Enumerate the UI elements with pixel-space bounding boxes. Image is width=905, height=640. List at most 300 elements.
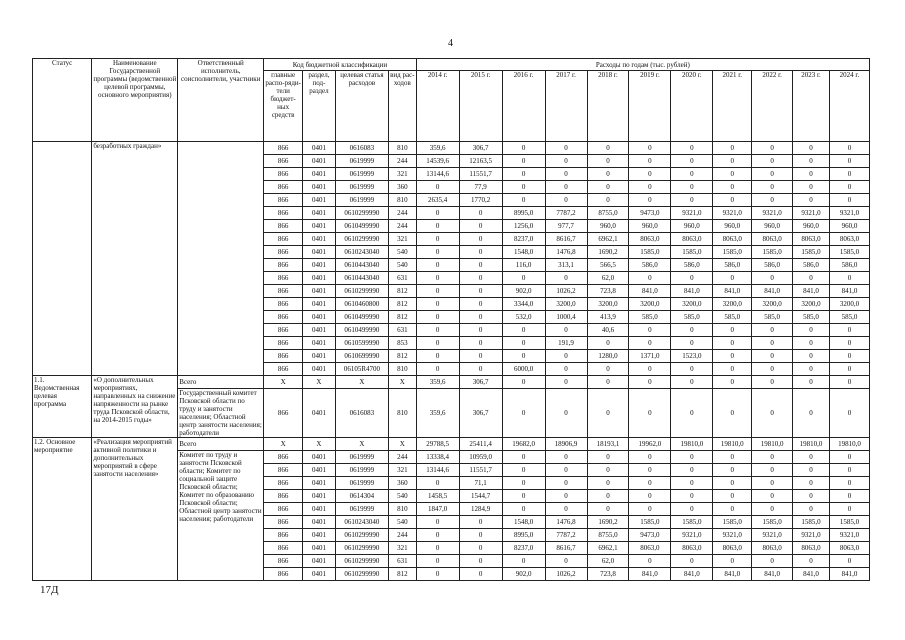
- amount-cell: 12163,5: [459, 155, 502, 168]
- amount-cell: 10959,0: [459, 451, 502, 464]
- kbk-cell: 0610299990: [335, 207, 388, 220]
- amount-cell: 841,0: [752, 568, 793, 581]
- kbk-cell: 866: [264, 194, 303, 207]
- kbk-cell: 244: [389, 451, 417, 464]
- kbk-cell: 0610243040: [335, 516, 388, 529]
- amount-cell: 902,0: [502, 568, 545, 581]
- amount-cell: 0: [545, 464, 587, 477]
- table-row-total: [33, 438, 870, 451]
- kbk-cell: 0619999: [335, 155, 388, 168]
- header-year: 2023 г.: [793, 71, 830, 142]
- amount-cell: 191,9: [545, 337, 587, 350]
- kbk-cell: 866: [264, 207, 303, 220]
- kbk-cell: X: [335, 438, 388, 451]
- amount-cell: 960,0: [629, 220, 671, 233]
- amount-cell: 0: [671, 490, 713, 503]
- executor-total-cell: Всего: [178, 376, 264, 389]
- amount-cell: 0: [545, 181, 587, 194]
- amount-cell: 0: [829, 350, 869, 363]
- amount-cell: 586,0: [629, 259, 671, 272]
- header-year: 2022 г.: [752, 71, 793, 142]
- header-year: 2020 г.: [671, 71, 713, 142]
- amount-cell: 0: [713, 194, 752, 207]
- program-cell: «О дополнительных мероприятиях, направленных на снижение напряженности на рынке труда Псковской области, на 2014-2015 годы»: [92, 376, 178, 438]
- amount-cell: 0: [416, 220, 459, 233]
- amount-cell: 1585,0: [752, 246, 793, 259]
- amount-cell: 0: [713, 337, 752, 350]
- amount-cell: 0: [752, 168, 793, 181]
- amount-cell: 0: [416, 272, 459, 285]
- amount-cell: 0: [545, 490, 587, 503]
- amount-cell: 0: [713, 376, 752, 389]
- amount-cell: 0: [671, 155, 713, 168]
- kbk-cell: 0401: [303, 272, 336, 285]
- kbk-cell: 0610599990: [335, 337, 388, 350]
- amount-cell: 0: [629, 363, 671, 376]
- amount-cell: 3200,0: [752, 298, 793, 311]
- amount-cell: 0: [829, 324, 869, 337]
- amount-cell: 19810,0: [752, 438, 793, 451]
- amount-cell: 1585,0: [629, 246, 671, 259]
- amount-cell: 977,7: [545, 220, 587, 233]
- kbk-cell: 0401: [303, 259, 336, 272]
- amount-cell: 3200,0: [629, 298, 671, 311]
- amount-cell: 1585,0: [671, 516, 713, 529]
- amount-cell: 0: [829, 464, 869, 477]
- amount-cell: 0: [793, 194, 830, 207]
- amount-cell: 0: [629, 324, 671, 337]
- kbk-cell: 0401: [303, 389, 336, 438]
- amount-cell: 0: [829, 477, 869, 490]
- amount-cell: 306,7: [459, 142, 502, 155]
- kbk-cell: 0610499990: [335, 220, 388, 233]
- amount-cell: 0: [416, 350, 459, 363]
- kbk-cell: 0401: [303, 477, 336, 490]
- kbk-cell: 0401: [303, 220, 336, 233]
- amount-cell: 0: [545, 272, 587, 285]
- amount-cell: 0: [502, 376, 545, 389]
- kbk-cell: 866: [264, 220, 303, 233]
- amount-cell: 14539,6: [416, 155, 459, 168]
- amount-cell: 566,5: [587, 259, 629, 272]
- amount-cell: 1256,0: [502, 220, 545, 233]
- amount-cell: 0: [713, 464, 752, 477]
- amount-cell: 0: [416, 516, 459, 529]
- amount-cell: 25411,4: [459, 438, 502, 451]
- amount-cell: 3200,0: [587, 298, 629, 311]
- amount-cell: 413,9: [587, 311, 629, 324]
- amount-cell: 0: [752, 477, 793, 490]
- kbk-cell: 0610699990: [335, 350, 388, 363]
- amount-cell: 8063,0: [829, 542, 869, 555]
- kbk-cell: 0401: [303, 542, 336, 555]
- kbk-cell: 631: [389, 324, 417, 337]
- amount-cell: 1476,8: [545, 246, 587, 259]
- budget-table: [32, 58, 870, 581]
- amount-cell: 841,0: [793, 285, 830, 298]
- amount-cell: 1548,0: [502, 516, 545, 529]
- amount-cell: 1000,4: [545, 311, 587, 324]
- kbk-cell: 0401: [303, 555, 336, 568]
- kbk-cell: X: [303, 438, 336, 451]
- kbk-cell: 0401: [303, 529, 336, 542]
- amount-cell: 8063,0: [629, 542, 671, 555]
- amount-cell: 8063,0: [793, 542, 830, 555]
- amount-cell: 62,0: [587, 272, 629, 285]
- header-year: 2017 г.: [545, 71, 587, 142]
- header-status: Статус: [33, 59, 92, 142]
- header-year: 2014 г.: [416, 71, 459, 142]
- amount-cell: 8063,0: [629, 233, 671, 246]
- amount-cell: 19810,0: [671, 438, 713, 451]
- amount-cell: 841,0: [671, 568, 713, 581]
- amount-cell: 8063,0: [793, 233, 830, 246]
- amount-cell: 0: [671, 181, 713, 194]
- header-year: 2021 г.: [713, 71, 752, 142]
- kbk-cell: 0619999: [335, 194, 388, 207]
- amount-cell: 0: [752, 363, 793, 376]
- amount-cell: 0: [752, 451, 793, 464]
- kbk-cell: 866: [264, 568, 303, 581]
- kbk-cell: 866: [264, 503, 303, 516]
- amount-cell: 1585,0: [629, 516, 671, 529]
- amount-cell: 9321,0: [713, 207, 752, 220]
- kbk-cell: 0401: [303, 363, 336, 376]
- kbk-cell: 631: [389, 272, 417, 285]
- executor-cell: Государственный комитет Псковской области по труду и занятости населения; Областной центр занятости населения; работодатели: [179, 389, 262, 437]
- kbk-cell: 866: [264, 155, 303, 168]
- amount-cell: 0: [459, 246, 502, 259]
- amount-cell: 8063,0: [829, 233, 869, 246]
- amount-cell: 3200,0: [793, 298, 830, 311]
- amount-cell: 0: [459, 272, 502, 285]
- amount-cell: 0: [416, 555, 459, 568]
- amount-cell: 0: [416, 285, 459, 298]
- amount-cell: 841,0: [713, 568, 752, 581]
- amount-cell: 0: [545, 389, 587, 438]
- amount-cell: 0: [793, 376, 830, 389]
- amount-cell: 9321,0: [671, 529, 713, 542]
- amount-cell: 0: [829, 389, 869, 438]
- amount-cell: 585,0: [629, 311, 671, 324]
- kbk-cell: 866: [264, 464, 303, 477]
- kbk-cell: 0401: [303, 337, 336, 350]
- kbk-cell: 321: [389, 233, 417, 246]
- header-razdel: раздел, под-раздел: [303, 71, 336, 142]
- amount-cell: 0: [416, 259, 459, 272]
- amount-cell: 0: [752, 464, 793, 477]
- amount-cell: 1548,0: [502, 246, 545, 259]
- kbk-cell: 0401: [303, 246, 336, 259]
- amount-cell: 8616,7: [545, 542, 587, 555]
- kbk-cell: X: [389, 376, 417, 389]
- amount-cell: 40,6: [587, 324, 629, 337]
- amount-cell: 841,0: [671, 285, 713, 298]
- amount-cell: 0: [502, 142, 545, 155]
- amount-cell: 0: [459, 259, 502, 272]
- kbk-cell: 0610460800: [335, 298, 388, 311]
- amount-cell: 0: [545, 142, 587, 155]
- amount-cell: 0: [752, 389, 793, 438]
- amount-cell: 1690,2: [587, 516, 629, 529]
- amount-cell: 18193,1: [587, 438, 629, 451]
- amount-cell: 8063,0: [713, 542, 752, 555]
- amount-cell: 19810,0: [793, 438, 830, 451]
- amount-cell: 1026,2: [545, 568, 587, 581]
- amount-cell: 0: [459, 363, 502, 376]
- amount-cell: 0: [629, 464, 671, 477]
- amount-cell: 0: [629, 477, 671, 490]
- kbk-cell: 0619999: [335, 168, 388, 181]
- amount-cell: 0: [587, 337, 629, 350]
- executor-total-cell: Всего: [178, 438, 264, 451]
- header-grbs: главные распо-ряди-тели бюджет-ных средств: [264, 71, 303, 142]
- amount-cell: 0: [713, 503, 752, 516]
- kbk-cell: 866: [264, 311, 303, 324]
- kbk-cell: 540: [389, 246, 417, 259]
- amount-cell: 0: [713, 363, 752, 376]
- amount-cell: 0: [416, 233, 459, 246]
- amount-cell: 0: [793, 503, 830, 516]
- amount-cell: 7787,2: [545, 529, 587, 542]
- kbk-cell: X: [389, 438, 417, 451]
- kbk-cell: X: [264, 376, 303, 389]
- amount-cell: 0: [629, 555, 671, 568]
- amount-cell: 960,0: [793, 220, 830, 233]
- amount-cell: 29788,5: [416, 438, 459, 451]
- amount-cell: 0: [629, 168, 671, 181]
- amount-cell: 0: [752, 155, 793, 168]
- kbk-cell: X: [303, 376, 336, 389]
- header-executor: Ответственный исполнитель, соисполнители, участники: [178, 59, 264, 142]
- amount-cell: 0: [545, 155, 587, 168]
- amount-cell: 8995,0: [502, 529, 545, 542]
- amount-cell: 0: [829, 194, 869, 207]
- amount-cell: 0: [829, 376, 869, 389]
- kbk-cell: 866: [264, 181, 303, 194]
- amount-cell: 8995,0: [502, 207, 545, 220]
- kbk-cell: 0616083: [335, 142, 388, 155]
- amount-cell: 0: [793, 464, 830, 477]
- header-program: Наименование Государственной программы (ведомственной целевой программы, основного мероприятия): [92, 59, 178, 142]
- amount-cell: 0: [416, 542, 459, 555]
- amount-cell: 0: [793, 142, 830, 155]
- amount-cell: 3200,0: [713, 298, 752, 311]
- kbk-cell: 866: [264, 542, 303, 555]
- amount-cell: 71,1: [459, 477, 502, 490]
- kbk-cell: 866: [264, 233, 303, 246]
- kbk-cell: 540: [389, 259, 417, 272]
- amount-cell: 841,0: [829, 285, 869, 298]
- amount-cell: 0: [829, 272, 869, 285]
- kbk-cell: 866: [264, 324, 303, 337]
- amount-cell: 0: [587, 363, 629, 376]
- amount-cell: 0: [713, 272, 752, 285]
- amount-cell: 585,0: [752, 311, 793, 324]
- kbk-cell: 0401: [303, 451, 336, 464]
- amount-cell: 7787,2: [545, 207, 587, 220]
- kbk-cell: 0401: [303, 516, 336, 529]
- amount-cell: 585,0: [713, 311, 752, 324]
- footer-code: 17Д: [40, 584, 59, 596]
- amount-cell: 13144,6: [416, 464, 459, 477]
- kbk-cell: 866: [264, 337, 303, 350]
- amount-cell: 0: [545, 477, 587, 490]
- header-year: 2018 г.: [587, 71, 629, 142]
- kbk-cell: 0401: [303, 568, 336, 581]
- amount-cell: 0: [752, 272, 793, 285]
- kbk-cell: 244: [389, 220, 417, 233]
- amount-cell: 0: [587, 451, 629, 464]
- kbk-cell: 0614304: [335, 490, 388, 503]
- kbk-cell: 866: [264, 246, 303, 259]
- amount-cell: 8063,0: [752, 233, 793, 246]
- amount-cell: 0: [752, 181, 793, 194]
- program-cell: безработных граждан»: [92, 142, 178, 376]
- kbk-cell: 866: [264, 529, 303, 542]
- amount-cell: 0: [545, 376, 587, 389]
- amount-cell: 1690,2: [587, 246, 629, 259]
- kbk-cell: 631: [389, 555, 417, 568]
- amount-cell: 1284,9: [459, 503, 502, 516]
- amount-cell: 0: [671, 142, 713, 155]
- amount-cell: 0: [416, 324, 459, 337]
- amount-cell: 0: [752, 337, 793, 350]
- amount-cell: 9321,0: [752, 529, 793, 542]
- amount-cell: 1585,0: [829, 516, 869, 529]
- amount-cell: 0: [502, 490, 545, 503]
- amount-cell: 9321,0: [829, 529, 869, 542]
- amount-cell: 0: [629, 376, 671, 389]
- amount-cell: 8616,7: [545, 233, 587, 246]
- amount-cell: 1585,0: [829, 246, 869, 259]
- kbk-cell: 810: [389, 503, 417, 516]
- amount-cell: 0: [502, 168, 545, 181]
- amount-cell: 0: [587, 181, 629, 194]
- amount-cell: 359,6: [416, 142, 459, 155]
- amount-cell: 6000,0: [502, 363, 545, 376]
- amount-cell: 0: [752, 376, 793, 389]
- kbk-cell: 812: [389, 298, 417, 311]
- kbk-cell: 866: [264, 298, 303, 311]
- amount-cell: 0: [713, 451, 752, 464]
- kbk-cell: 0619999: [335, 503, 388, 516]
- amount-cell: 13144,6: [416, 168, 459, 181]
- kbk-cell: 866: [264, 555, 303, 568]
- amount-cell: 1847,0: [416, 503, 459, 516]
- amount-cell: 0: [752, 490, 793, 503]
- amount-cell: 0: [459, 542, 502, 555]
- amount-cell: 0: [713, 477, 752, 490]
- kbk-cell: 0401: [303, 168, 336, 181]
- amount-cell: 0: [752, 350, 793, 363]
- amount-cell: 0: [502, 272, 545, 285]
- amount-cell: 0: [829, 155, 869, 168]
- header-row-1: [33, 59, 870, 71]
- page-number: 4: [448, 38, 453, 49]
- amount-cell: 0: [829, 142, 869, 155]
- amount-cell: 0: [629, 181, 671, 194]
- amount-cell: 19962,0: [629, 438, 671, 451]
- amount-cell: 841,0: [713, 285, 752, 298]
- kbk-cell: 0401: [303, 155, 336, 168]
- amount-cell: 0: [671, 389, 713, 438]
- amount-cell: 0: [416, 529, 459, 542]
- amount-cell: 0: [829, 363, 869, 376]
- kbk-cell: 0610499990: [335, 324, 388, 337]
- kbk-cell: 0401: [303, 194, 336, 207]
- amount-cell: 0: [587, 142, 629, 155]
- amount-cell: 0: [502, 181, 545, 194]
- amount-cell: 1476,8: [545, 516, 587, 529]
- amount-cell: 0: [793, 155, 830, 168]
- kbk-cell: 0610443040: [335, 272, 388, 285]
- amount-cell: 0: [829, 555, 869, 568]
- amount-cell: 0: [671, 376, 713, 389]
- amount-cell: 77,9: [459, 181, 502, 194]
- amount-cell: 841,0: [829, 568, 869, 581]
- amount-cell: 0: [671, 168, 713, 181]
- kbk-cell: 0619999: [335, 181, 388, 194]
- amount-cell: 0: [829, 337, 869, 350]
- amount-cell: 306,7: [459, 389, 502, 438]
- amount-cell: 0: [416, 363, 459, 376]
- table-row-total: [33, 376, 870, 389]
- status-cell: [33, 142, 92, 376]
- amount-cell: 0: [587, 155, 629, 168]
- amount-cell: 9321,0: [829, 207, 869, 220]
- kbk-cell: 0401: [303, 311, 336, 324]
- kbk-cell: 866: [264, 350, 303, 363]
- kbk-cell: 0619999: [335, 477, 388, 490]
- amount-cell: 0: [545, 503, 587, 516]
- amount-cell: 1585,0: [713, 246, 752, 259]
- kbk-cell: 866: [264, 516, 303, 529]
- amount-cell: 13338,4: [416, 451, 459, 464]
- amount-cell: 306,7: [459, 376, 502, 389]
- amount-cell: 0: [752, 194, 793, 207]
- kbk-cell: 0619999: [335, 451, 388, 464]
- kbk-cell: 866: [264, 363, 303, 376]
- amount-cell: 19682,0: [502, 438, 545, 451]
- amount-cell: 0: [459, 568, 502, 581]
- amount-cell: 0: [752, 142, 793, 155]
- table-body: [33, 59, 870, 581]
- amount-cell: 723,8: [587, 285, 629, 298]
- amount-cell: 0: [713, 490, 752, 503]
- kbk-cell: 810: [389, 389, 417, 438]
- amount-cell: 19810,0: [829, 438, 869, 451]
- kbk-cell: 0610443040: [335, 259, 388, 272]
- kbk-cell: 0401: [303, 490, 336, 503]
- amount-cell: 0: [713, 555, 752, 568]
- amount-cell: 0: [671, 451, 713, 464]
- amount-cell: 0: [545, 363, 587, 376]
- amount-cell: 0: [416, 298, 459, 311]
- kbk-cell: 0401: [303, 350, 336, 363]
- header-expenses: Расходы по годам (тыс. рублей): [416, 59, 869, 71]
- amount-cell: 960,0: [829, 220, 869, 233]
- kbk-cell: 810: [389, 142, 417, 155]
- kbk-cell: 0401: [303, 464, 336, 477]
- kbk-cell: 0401: [303, 181, 336, 194]
- amount-cell: 1585,0: [713, 516, 752, 529]
- amount-cell: 1371,0: [629, 350, 671, 363]
- amount-cell: 8063,0: [713, 233, 752, 246]
- amount-cell: 9473,0: [629, 207, 671, 220]
- amount-cell: 0: [459, 555, 502, 568]
- kbk-cell: 0401: [303, 285, 336, 298]
